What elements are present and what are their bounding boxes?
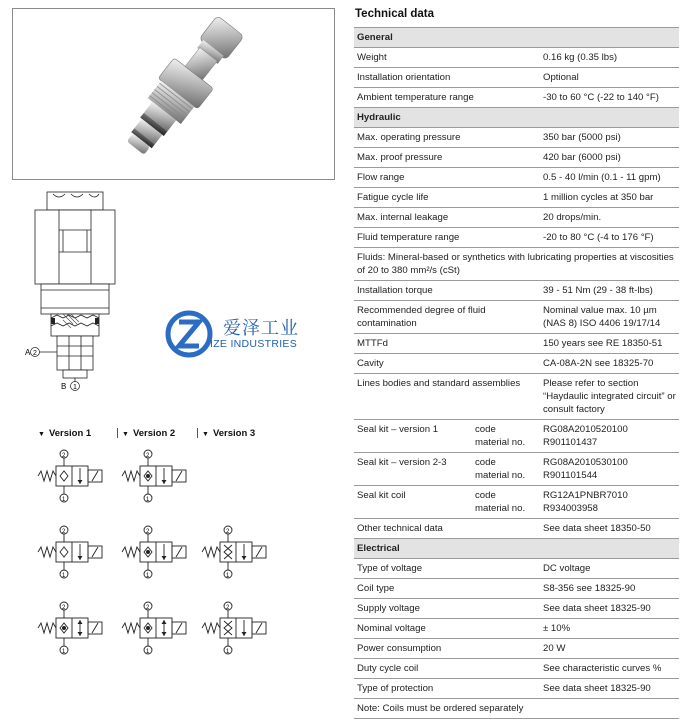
port-1-label: 1 bbox=[226, 573, 230, 579]
row-value: ± 10% bbox=[540, 619, 679, 639]
port-1-label: 1 bbox=[62, 573, 66, 579]
row-value: 350 bar (5000 psi) bbox=[540, 128, 679, 148]
ize-industries-logo bbox=[165, 308, 335, 360]
logo-english-text: IZE INDUSTRIES bbox=[210, 338, 298, 350]
valve-section-drawing bbox=[25, 190, 135, 395]
row-label: Type of protection bbox=[354, 679, 540, 699]
version-2-header: ▼ Version 2 bbox=[122, 428, 176, 439]
port-b-number: 1 bbox=[73, 384, 77, 391]
symbol-v2-c bbox=[122, 602, 186, 655]
symbol-v2-b bbox=[122, 526, 186, 579]
row-label: Max. internal leakage bbox=[354, 208, 540, 228]
port-1-label: 1 bbox=[62, 649, 66, 655]
technical-data-title: Technical data bbox=[355, 8, 435, 20]
symbol-v2-a bbox=[122, 450, 186, 503]
table-row bbox=[354, 128, 679, 148]
port-2-label: 2 bbox=[226, 529, 230, 535]
row-label: Installation orientation bbox=[354, 68, 540, 88]
technical-data-table bbox=[354, 27, 679, 719]
seal-kit-row bbox=[354, 486, 679, 519]
row-label: Power consumption bbox=[354, 639, 540, 659]
port-a-number: 2 bbox=[33, 350, 37, 357]
row-label: Weight bbox=[354, 48, 540, 68]
row-value: 420 bar (6000 psi) bbox=[540, 148, 679, 168]
section-electrical: Electrical bbox=[354, 539, 679, 559]
seal-kit-label: Seal kit – version 2-3 bbox=[354, 453, 472, 486]
seal-kit-row bbox=[354, 453, 679, 486]
logo-chinese-text: 爱泽工业 bbox=[223, 318, 299, 339]
symbol-v3-c bbox=[202, 602, 266, 655]
row-label: MTTFd bbox=[354, 334, 540, 354]
row-value: -30 to 60 °C (-22 to 140 °F) bbox=[540, 88, 679, 108]
table-row bbox=[354, 639, 679, 659]
ize-logo-mark-icon bbox=[165, 310, 213, 358]
port-b-label: B bbox=[61, 382, 67, 391]
table-row bbox=[354, 334, 679, 354]
table-row bbox=[354, 48, 679, 68]
symbol-v1-a bbox=[38, 450, 102, 503]
row-value: 0.16 kg (0.35 lbs) bbox=[540, 48, 679, 68]
table-row bbox=[354, 599, 679, 619]
row-value: S8-356 see 18325-90 bbox=[540, 579, 679, 599]
row-value: DC voltage bbox=[540, 559, 679, 579]
row-label: Flow range bbox=[354, 168, 540, 188]
table-row bbox=[354, 68, 679, 88]
table-row bbox=[354, 301, 679, 334]
symbol-v1-c bbox=[38, 602, 102, 655]
row-label: Coil type bbox=[354, 579, 540, 599]
table-row bbox=[354, 659, 679, 679]
row-value: 0.5 - 40 l/min (0.1 - 11 gpm) bbox=[540, 168, 679, 188]
seal-kit-values: RG12A1PNBR7010 R934003958 bbox=[540, 486, 679, 519]
table-row bbox=[354, 354, 679, 374]
row-value: 20 drops/min. bbox=[540, 208, 679, 228]
row-value: See data sheet 18325-90 bbox=[540, 679, 679, 699]
other-technical-row: Other technical data See data sheet 18350-50 bbox=[354, 519, 679, 539]
seal-kit-values: RG08A2010520100 R901101437 bbox=[540, 420, 679, 453]
row-value: -20 to 80 °C (-4 to 176 °F) bbox=[540, 228, 679, 248]
row-value: CA-08A-2N see 18325-70 bbox=[540, 354, 679, 374]
port-2-label: 2 bbox=[146, 453, 150, 459]
port-1-label: 1 bbox=[146, 573, 150, 579]
port-2-label: 2 bbox=[146, 529, 150, 535]
version-symbols bbox=[34, 428, 334, 655]
row-value: Please refer to section “Haydaulic integrated circuit” or consult factory bbox=[540, 374, 679, 420]
row-value: 1 million cycles at 350 bar bbox=[540, 188, 679, 208]
row-value: See data sheet 18325-90 bbox=[540, 599, 679, 619]
row-value: 150 years see RE 18350-51 bbox=[540, 334, 679, 354]
version-3-header: ▼ Version 3 bbox=[202, 428, 256, 439]
seal-kit-sublabels: code material no. bbox=[472, 420, 540, 453]
cartridge-valve-photo bbox=[13, 9, 336, 181]
port-1-label: 1 bbox=[146, 649, 150, 655]
table-row bbox=[354, 559, 679, 579]
table-row bbox=[354, 168, 679, 188]
row-label: Cavity bbox=[354, 354, 540, 374]
table-row bbox=[354, 148, 679, 168]
row-label: Duty cycle coil bbox=[354, 659, 540, 679]
product-photo-panel bbox=[12, 8, 335, 180]
table-row bbox=[354, 281, 679, 301]
port-1-label: 1 bbox=[146, 497, 150, 503]
row-label: Installation torque bbox=[354, 281, 540, 301]
seal-kit-sublabels: code material no. bbox=[472, 486, 540, 519]
table-row bbox=[354, 228, 679, 248]
row-label: Lines bodies and standard assemblies bbox=[354, 374, 540, 420]
port-2-label: 2 bbox=[62, 453, 66, 459]
table-row bbox=[354, 88, 679, 108]
row-label: Recommended degree of fluid contamination bbox=[354, 301, 540, 334]
table-row bbox=[354, 374, 679, 420]
port-1-label: 1 bbox=[226, 649, 230, 655]
symbol-v1-b bbox=[38, 526, 102, 579]
port-2-label: 2 bbox=[226, 605, 230, 611]
table-row bbox=[354, 679, 679, 699]
note-row: Note: Coils must be ordered separately bbox=[354, 699, 679, 719]
port-1-label: 1 bbox=[62, 497, 66, 503]
row-label: Ambient temperature range bbox=[354, 88, 540, 108]
table-row bbox=[354, 188, 679, 208]
row-value: Optional bbox=[540, 68, 679, 88]
port-2-label: 2 bbox=[146, 605, 150, 611]
seal-kit-row bbox=[354, 420, 679, 453]
section-hydraulic: Hydraulic bbox=[354, 108, 679, 128]
seal-kit-sublabels: code material no. bbox=[472, 453, 540, 486]
port-2-label: 2 bbox=[62, 605, 66, 611]
seal-kit-label: Seal kit coil bbox=[354, 486, 472, 519]
row-label: Type of voltage bbox=[354, 559, 540, 579]
table-row bbox=[354, 208, 679, 228]
row-label: Max. proof pressure bbox=[354, 148, 540, 168]
row-value: 39 - 51 Nm (29 - 38 ft-lbs) bbox=[540, 281, 679, 301]
port-2-label: 2 bbox=[62, 529, 66, 535]
row-value: Nominal value max. 10 µm (NAS 8) ISO 4406 19/17/14 bbox=[540, 301, 679, 334]
fluids-note-row: Fluids: Mineral-based or synthetics with lubricating properties at viscosities of 20 to 380 mm²/s (cSt) bbox=[354, 248, 679, 281]
row-value: See characteristic curves % bbox=[540, 659, 679, 679]
row-label: Fatigue cycle life bbox=[354, 188, 540, 208]
symbol-v3-b bbox=[202, 526, 266, 579]
table-row bbox=[354, 619, 679, 639]
hydraulic-symbols bbox=[34, 440, 334, 655]
table-row bbox=[354, 579, 679, 599]
section-general: General bbox=[354, 28, 679, 48]
version-1-header: ▼ Version 1 bbox=[38, 428, 92, 439]
row-value: 20 W bbox=[540, 639, 679, 659]
row-label: Supply voltage bbox=[354, 599, 540, 619]
port-a-label: A bbox=[25, 348, 31, 357]
row-label: Fluid temperature range bbox=[354, 228, 540, 248]
seal-kit-label: Seal kit – version 1 bbox=[354, 420, 472, 453]
seal-kit-values: RG08A2010530100 R901101544 bbox=[540, 453, 679, 486]
row-label: Nominal voltage bbox=[354, 619, 540, 639]
row-label: Max. operating pressure bbox=[354, 128, 540, 148]
